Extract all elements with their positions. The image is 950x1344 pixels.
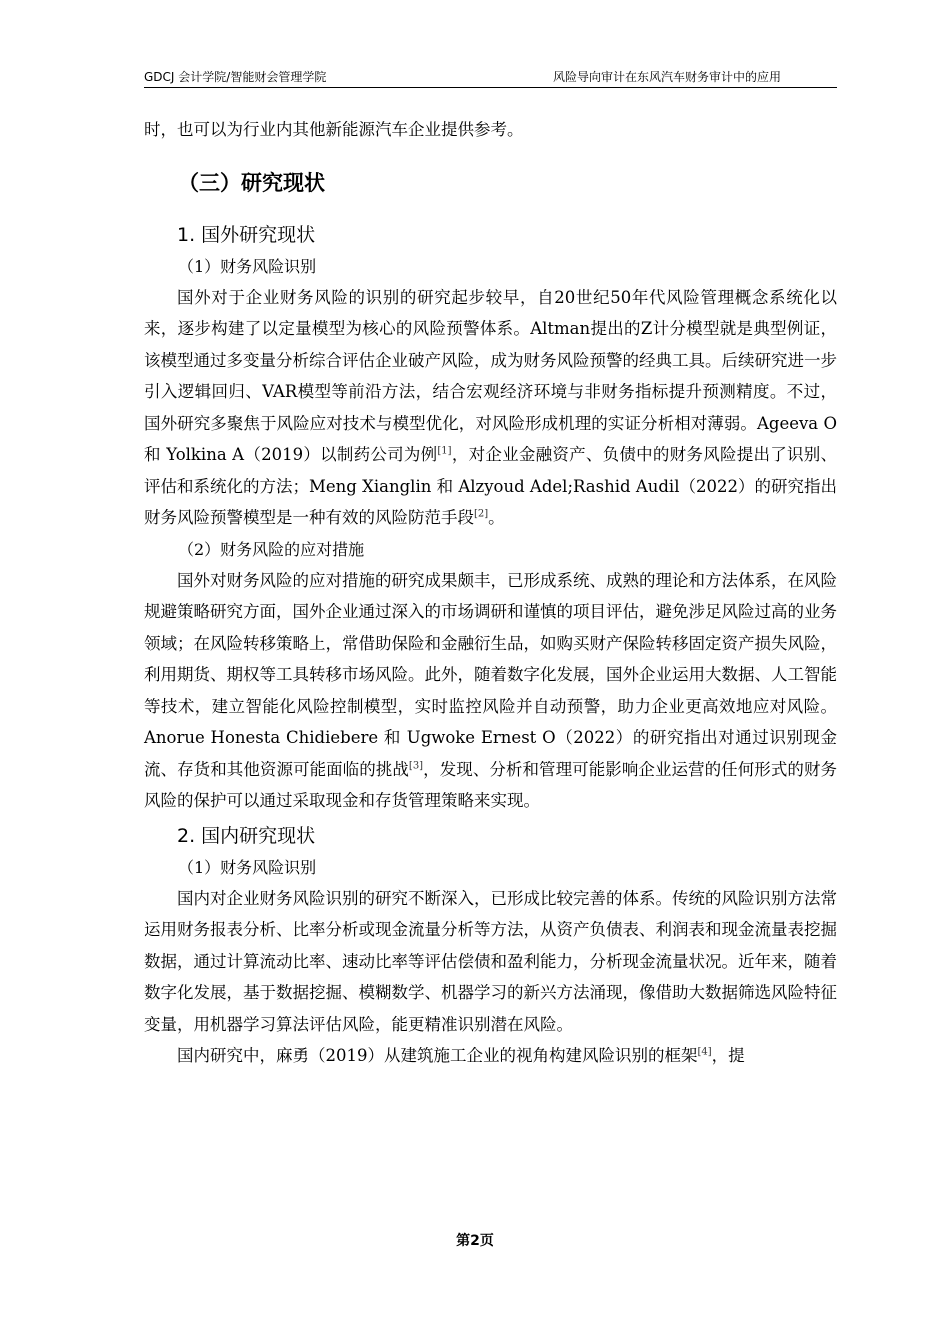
- page-content: [144, 114, 837, 1072]
- header-right: 风险导向审计在东风汽车财务审计中的应用: [552, 70, 781, 84]
- text-run: 。: [488, 508, 505, 527]
- intro-text: 时，也可以为行业内其他新能源汽车企业提供参考。: [144, 120, 524, 139]
- domestic-para1: 国内对企业财务风险识别的研究不断深入，已形成比较完善的体系。传统的风险识别方法常运用财务报表分析、比率分析或现金流量分析等方法，从资产负债表、利润表和现金流量表挖掘数据，通过计算流动比率、速动比率等评估偿债和盈利能力，分析现金流量状况。近年来，随着数字化发展，基于数据挖掘、模糊数学、机器学习的新兴方法涌现，像借助大数据筛选风险特征变量，用机器学习算法评估风险，能更精准识别潜在风险。: [144, 888, 837, 1034]
- foreign-para1: [144, 282, 837, 534]
- text-run: ，对企业金融资产、负债中的财务风险提出了识别、评估和系统化的方法；Meng Xianglin 和 Alzyoud Adel;Rashid Audil（2022）的研究指出财务风险预警模型是一种有效的风险防范手段: [144, 445, 837, 527]
- foreign-sub1: （1）财务风险识别: [178, 256, 317, 276]
- text-run: ，发现、分析和管理可能影响企业运营的任何形式的财务风险的保护可以通过采取现金和存货管理策略来实现。: [144, 759, 838, 810]
- domestic-sub1: （1）财务风险识别: [178, 857, 317, 877]
- citation-ref[interactable]: [3]: [408, 760, 424, 771]
- foreign-sub2: （2）财务风险的应对措施: [178, 539, 365, 559]
- citation-ref[interactable]: [2]: [474, 508, 489, 520]
- section-title: （三）研究现状: [178, 170, 325, 195]
- foreign-para2: [144, 565, 837, 817]
- domestic-para2: [144, 1040, 837, 1072]
- domestic-title: 2. 国内研究现状: [177, 824, 316, 847]
- text-run: 国外对于企业财务风险的识别的研究起步较早，自20世纪50年代风险管理概念系统化以来，逐步构建了以定量模型为核心的风险预警体系。Altman提出的Z计分模型就是典型例证，该模型通过多变量分析综合评估企业破产风险，成为财务风险预警的经典工具。后续研究进一步引入逻辑回归、VAR模型等前沿方法，结合宏观经济环境与非财务指标提升预测精度。不过，国外研究多聚焦于风险应对技术与模型优化，对风险形成机理的实证分析相对薄弱。Ageeva O 和 Yolkina A（2019）以制药公司为例: [144, 287, 837, 464]
- page-header: [144, 66, 837, 88]
- header-left: GDCJ 会计学院/智能财会管理学院: [144, 70, 327, 84]
- text-run: 国内研究中，麻勇（2019）从建筑施工企业的视角构建风险识别的框架: [177, 1046, 698, 1065]
- page-number: 第2页: [456, 1233, 494, 1249]
- citation-ref[interactable]: [1]: [437, 445, 452, 457]
- foreign-title: 1. 国外研究现状: [177, 223, 316, 246]
- text-run: ，提: [711, 1046, 745, 1065]
- citation-ref[interactable]: [4]: [697, 1046, 712, 1058]
- text-run: 国外对财务风险的应对措施的研究成果颇丰，已形成系统、成熟的理论和方法体系，在风险规避策略研究方面，国外企业通过深入的市场调研和谨慎的项目评估，避免涉足风险过高的业务领域；在风险转移策略上，常借助保险和金融衍生品，如购买财产保险转移固定资产损失风险，利用期货、期权等工具转移市场风险。此外，随着数字化发展，国外企业运用大数据、人工智能等技术，建立智能化风险控制模型，实时监控风险并自动预警，助力企业更高效地应对风险。Anorue Honesta Chidiebere 和 Ugwoke Ernest O（2022）的研究指出对通过识别现金流、存货和其他资源可能面临的挑战: [144, 570, 837, 779]
